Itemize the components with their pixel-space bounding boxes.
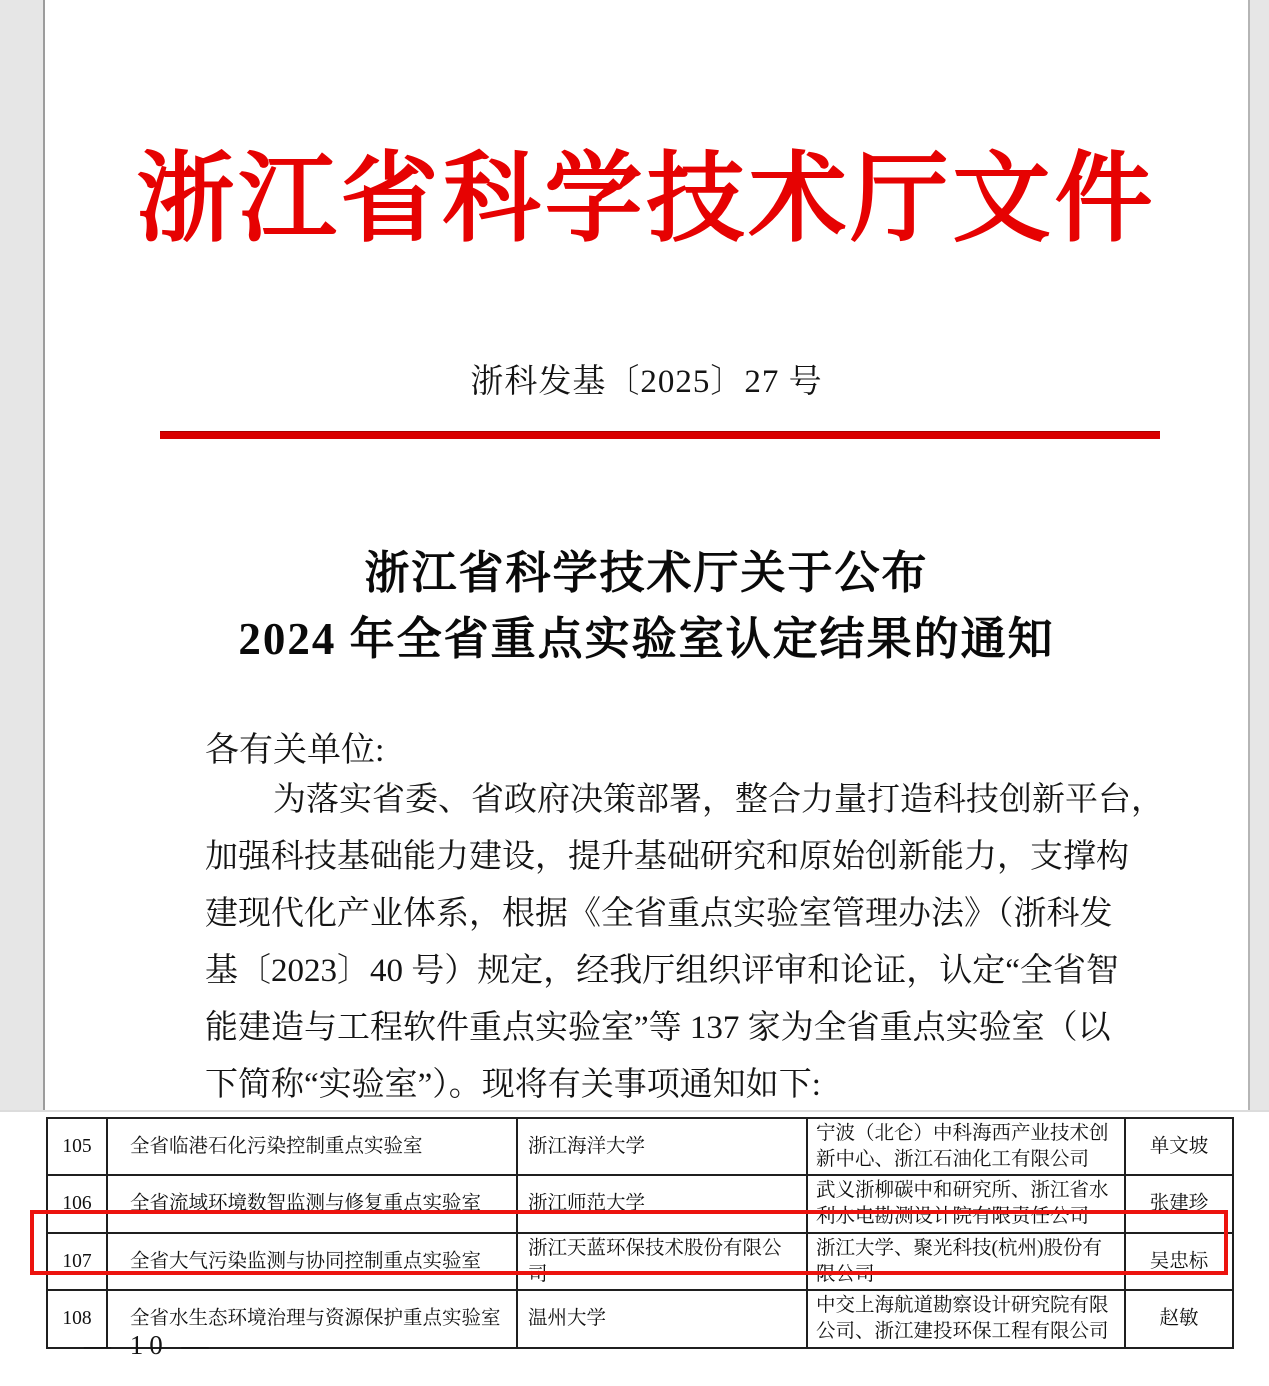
body-line: 建现代化产业体系，根据《全省重点实验室管理办法》（浙科发 — [205, 896, 1113, 932]
partner-orgs-cell: 宁波（北仑）中科海西产业技术创新中心、浙江石油化工有限公司 — [807, 1118, 1125, 1175]
partner-orgs-cell: 浙江大学、聚光科技(杭州)股份有限公司 — [807, 1233, 1125, 1290]
lab-table-section — [0, 1110, 1269, 1386]
host-org-cell: 温州大学 — [517, 1290, 807, 1347]
lab-name-cell: 全省水生态环境治理与资源保护重点实验室 — [107, 1290, 517, 1347]
body-line: 基〔2023〕40 号）规定，经我厅组织评审和论证，认定“全省智 — [205, 953, 1119, 989]
director-cell: 张建珍 — [1125, 1175, 1233, 1232]
lab-table — [46, 1117, 1234, 1349]
body-line: 为落实省委、省政府决策部署，整合力量打造科技创新平台， — [273, 782, 1164, 818]
lab-name-cell: 全省流域环境数智监测与修复重点实验室 — [107, 1175, 517, 1232]
document-page — [45, 0, 1248, 1110]
host-org-cell: 浙江天蓝环保技术股份有限公司 — [517, 1233, 807, 1290]
viewer-margin-right — [1248, 0, 1269, 1110]
row-number-cell: 108 — [47, 1290, 107, 1347]
document-number: 浙科发基〔2025〕27 号 — [470, 364, 823, 400]
row-number-cell: 105 — [47, 1118, 107, 1175]
table-row — [47, 1175, 1233, 1232]
body-paragraph — [205, 772, 1164, 1114]
host-org-cell: 浙江海洋大学 — [517, 1118, 807, 1175]
body-line: 加强科技基础能力建设，提升基础研究和原始创新能力，支撑构 — [205, 839, 1129, 875]
notice-title-line2: 2024 年全省重点实验室认定结果的通知 — [238, 614, 1055, 664]
table-row — [47, 1118, 1233, 1175]
notice-title-line1: 浙江省科学技术厅关于公布 — [364, 548, 929, 598]
director-cell: 单文坡 — [1125, 1118, 1233, 1175]
page-number: — 10 — — [84, 1330, 215, 1360]
lab-name-cell: 全省临港石化污染控制重点实验室 — [107, 1118, 517, 1175]
row-number-cell: 106 — [47, 1175, 107, 1232]
lab-name-cell: 全省大气污染监测与协同控制重点实验室 — [107, 1233, 517, 1290]
salutation: 各有关单位: — [205, 732, 385, 769]
table-row-highlighted — [47, 1233, 1233, 1290]
body-line: 能建造与工程软件重点实验室”等 137 家为全省重点实验室（以 — [205, 1010, 1111, 1046]
partner-orgs-cell: 中交上海航道勘察设计研究院有限公司、浙江建投环保工程有限公司 — [807, 1290, 1125, 1347]
director-cell: 赵敏 — [1125, 1290, 1233, 1347]
table-row — [47, 1290, 1233, 1347]
row-number-cell: 107 — [47, 1233, 107, 1290]
letterhead-title: 浙江省科学技术厅文件 — [136, 146, 1157, 254]
body-line: 下简称“实验室”）。现将有关事项通知如下: — [205, 1067, 821, 1103]
host-org-cell: 浙江师范大学 — [517, 1175, 807, 1232]
viewer-margin-left — [0, 0, 45, 1110]
red-divider-rule — [160, 431, 1160, 439]
director-cell: 吴忠标 — [1125, 1233, 1233, 1290]
partner-orgs-cell: 武义浙柳碳中和研究所、浙江省水利水电勘测设计院有限责任公司 — [807, 1175, 1125, 1232]
